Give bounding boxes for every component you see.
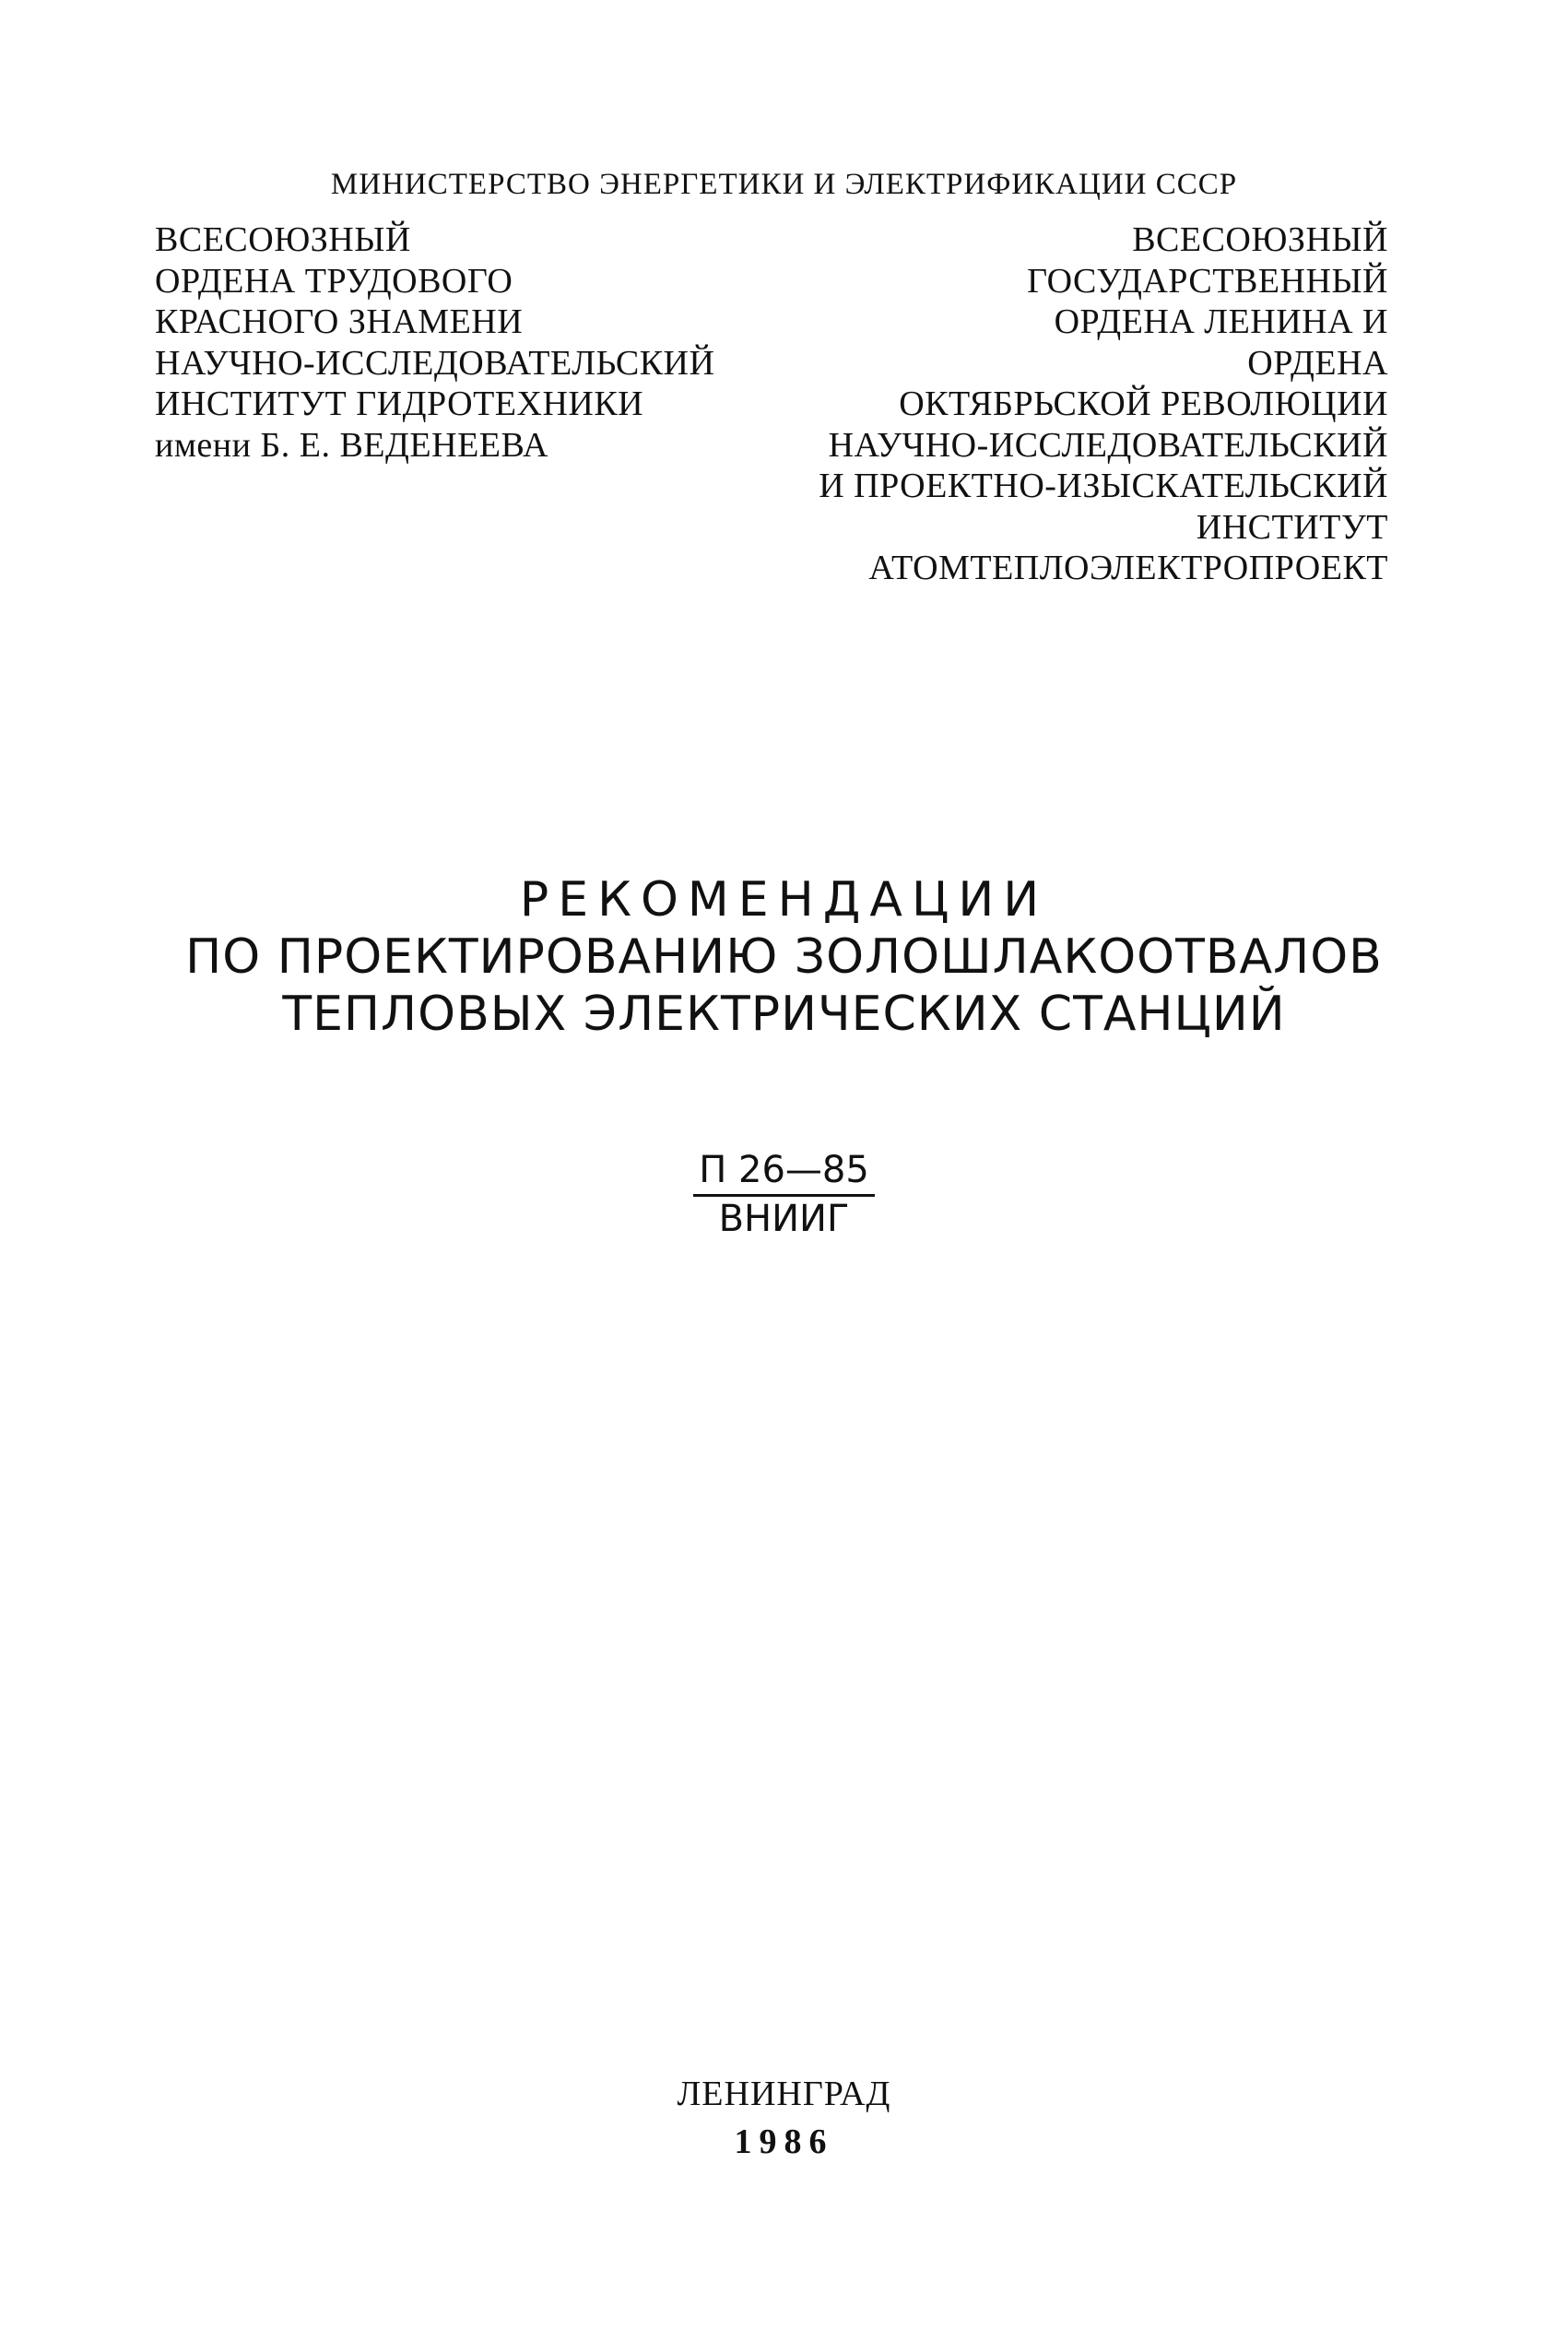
designation-number: П 26—85 <box>693 1148 875 1197</box>
imprint <box>0 2070 1568 2166</box>
designation-organization: ВНИИГ <box>718 1198 850 1240</box>
title-line: ПО ПРОЕКТИРОВАНИЮ ЗОЛОШЛАКООТВАЛОВ <box>185 929 1383 985</box>
title-line: ТЕПЛОВЫХ ЭЛЕКТРИЧЕСКИХ СТАНЦИЙ <box>282 987 1286 1042</box>
designation-fraction <box>693 1148 875 1241</box>
ministry-heading: МИНИСТЕРСТВО ЭНЕРГЕТИКИ И ЭЛЕКТРИФИКАЦИИ СССР <box>330 168 1238 201</box>
right-institute-line: ГОСУДАРСТВЕННЫЙ <box>1027 261 1388 301</box>
right-institute-line: НАУЧНО-ИССЛЕДОВАТЕЛЬСКИЙ <box>828 425 1388 465</box>
imprint-year: 1986 <box>734 2122 834 2161</box>
right-institute-line: ВСЕСОЮЗНЫЙ <box>1132 220 1388 259</box>
title-line: РЕКОМЕНДАЦИИ <box>519 872 1049 928</box>
right-institute-line: ОРДЕНА <box>1247 343 1388 383</box>
right-institute-line: АТОМТЕПЛОЭЛЕКТРОПРОЕКТ <box>868 549 1388 587</box>
left-institute-line: ВСЕСОЮЗНЫЙ <box>155 220 411 259</box>
left-institute-line: ОРДЕНА ТРУДОВОГО <box>155 261 513 301</box>
document-designation <box>0 1148 1568 1241</box>
left-institute-line: НАУЧНО-ИССЛЕДОВАТЕЛЬСКИЙ <box>155 343 715 383</box>
left-institute-line: имени Б. Е. ВЕДЕНЕЕВА <box>155 425 548 465</box>
document-title <box>0 871 1568 1043</box>
right-institute-line: ИНСТИТУТ <box>1196 507 1388 547</box>
right-institute-line: И ПРОЕКТНО-ИЗЫСКАТЕЛЬСКИЙ <box>819 467 1388 505</box>
left-institute-line: КРАСНОГО ЗНАМЕНИ <box>155 302 524 341</box>
imprint-city: ЛЕНИНГРАД <box>677 2075 891 2113</box>
left-institute-line: ИНСТИТУТ ГИДРОТЕХНИКИ <box>155 384 644 423</box>
right-institute-line: ОКТЯБРЬСКОЙ РЕВОЛЮЦИИ <box>899 384 1388 423</box>
right-institute-line: ОРДЕНА ЛЕНИНА И <box>1054 302 1388 341</box>
right-institute-block <box>688 219 1388 589</box>
